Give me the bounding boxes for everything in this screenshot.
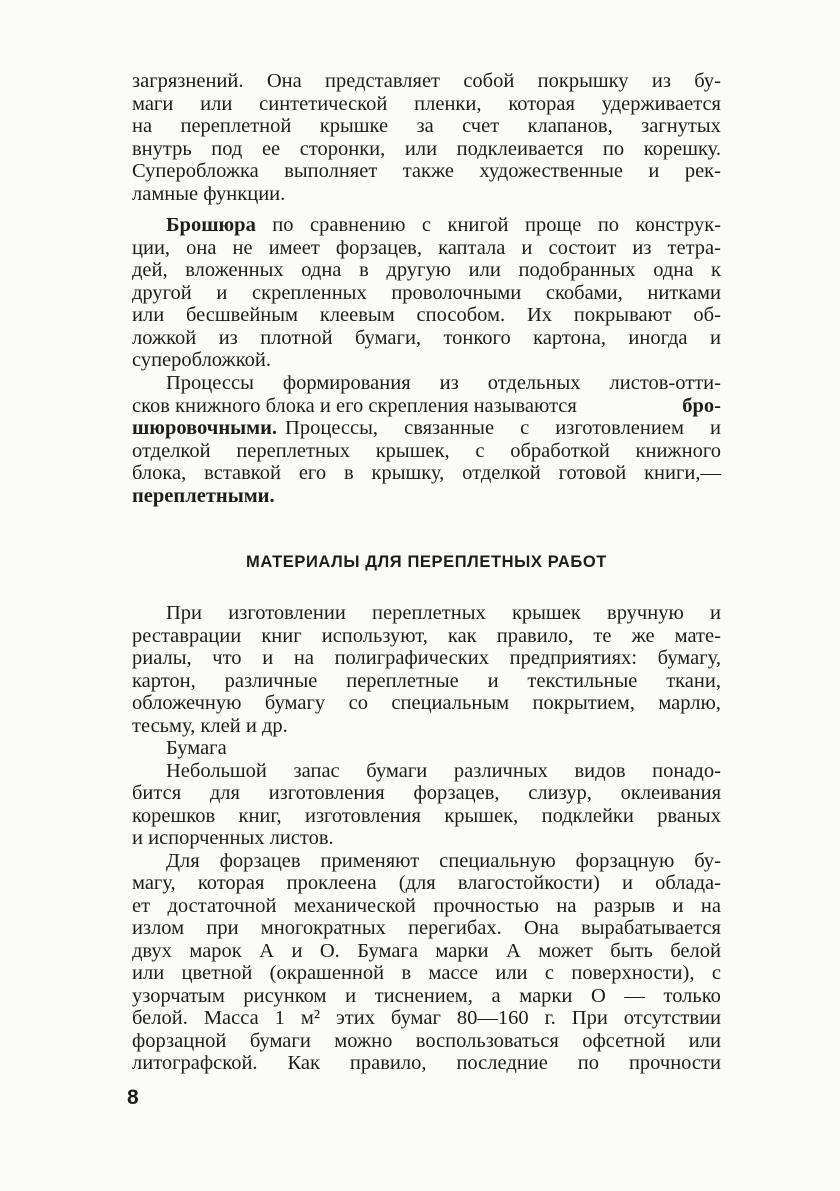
word: бумаги [366,759,428,782]
word: книжного [635,439,721,462]
word: запас [293,759,340,782]
word: изготовлении [228,602,346,624]
word: из [632,236,652,259]
word: же [631,624,655,647]
word: переплетной [180,115,292,137]
word: форзацной [132,1029,227,1052]
word: по [272,214,294,236]
word: книги,— [644,462,721,484]
word: книгой [447,214,509,236]
word: — [624,984,645,1007]
text-line [132,917,721,940]
text-line [132,760,721,783]
word: двух [132,939,172,962]
word: Как [287,1052,320,1074]
word: дей, [132,259,168,281]
word: специальную [439,849,556,872]
text-line: ламные функции. [132,182,286,205]
word: мате- [674,624,721,647]
text-line: тесьму, клей и др. [132,714,288,737]
word: марки [519,984,573,1007]
word: из [439,372,459,394]
word: бится [132,782,182,804]
section-heading: МАТЕРИАЛЫ ДЛЯ ПЕРЕПЛЕТНЫХ РАБОТ [246,553,607,571]
word: Брошюра [166,214,256,236]
text-line: и испорченных листов. [132,827,334,849]
text-line [132,138,721,161]
text-line [132,1007,721,1030]
word: правило, [496,624,574,647]
word: крышек, [375,439,450,462]
word: в [401,962,412,984]
word: тонкого [443,326,511,349]
word: синтетической [259,92,388,115]
word: марлю, [658,692,721,714]
word: массе [428,962,478,984]
word: счет [462,115,500,137]
word: можно [334,1029,393,1052]
word: каптала [438,236,506,259]
word: проклеена [286,872,377,894]
word: бу- [694,70,721,92]
word: подобранных [518,259,636,281]
word: марки [435,939,489,962]
word: белой [670,939,721,962]
word: О [590,984,606,1007]
word: выполняет [284,160,378,182]
word: книг, [238,804,282,827]
text-line [132,895,721,918]
word: одна [653,259,694,281]
word: или [495,962,528,984]
text-line [132,1052,721,1075]
word: обложечную [132,692,242,714]
word: цветной [181,962,253,984]
word: внутрь [132,137,192,160]
word: тетра- [667,236,721,259]
text-line [132,625,721,648]
word: с [544,962,554,984]
text-line [132,647,721,670]
word: и [621,872,633,894]
word: проще [525,214,582,236]
word: Суперобложка [132,160,259,182]
word: ткани, [666,669,721,692]
word: иногда [628,326,688,349]
word: этих [335,1007,375,1029]
word: вручную [607,602,684,624]
word: корешку. [643,137,721,160]
text-run: сков книжного блока и его скрепления называются [132,394,577,417]
word: и [487,669,499,692]
word: бесшвейным [186,304,299,326]
text-line [132,440,721,463]
text-line [132,282,721,305]
word: из [651,70,671,92]
word: бумаг [390,1007,441,1029]
word: и [648,160,660,182]
word: и [521,236,533,259]
word: в [343,462,354,484]
word: отделкой [132,439,211,462]
word: проволочными [391,281,522,304]
word: блока, [132,462,187,484]
word: способом. [416,304,506,326]
word: связанные [404,417,495,439]
word: Для [166,849,200,872]
word: книг [261,624,302,647]
word: бумагу, [657,647,721,669]
text-line [132,214,721,237]
word: клеевым [319,304,395,326]
text-line [132,115,721,138]
text-line [132,93,721,116]
word: готовой [558,462,627,484]
word: Масса [203,1007,259,1029]
text-line [132,805,721,828]
word: и [262,647,274,669]
word: Процессы [166,372,254,394]
word: предприятиях: [509,647,638,669]
word: при [206,917,239,939]
word: сторонки, [299,137,386,160]
text-line [132,985,721,1008]
page-number: 8 [127,1086,139,1109]
text-line [132,372,721,395]
word: Их [526,304,553,326]
word: или [404,137,438,160]
word: другой [132,281,192,304]
word: или [132,304,165,326]
word: различные [224,669,318,692]
word: с [475,439,485,462]
word: другую [386,259,452,281]
word: бумаги [249,1029,311,1052]
word: а [491,984,501,1007]
text-line [132,692,721,715]
word: м² [300,1007,320,1029]
text-line [132,462,721,485]
word: на [700,894,721,917]
word: 1 [274,1007,285,1029]
text-line [132,327,721,350]
word: или [688,1029,721,1052]
word: или [468,259,501,281]
word: А [505,939,521,962]
word: с [421,214,432,236]
word: обработкой [510,439,610,462]
word: загрязнений. [132,70,244,92]
word: картон, [132,669,196,692]
word: 80—160 [456,1007,529,1029]
word: крышку, [371,462,445,484]
word: крышек, [444,804,519,827]
word: форзацев [219,849,301,872]
text-line [132,962,721,985]
word: покрытием, [532,692,635,714]
word: переплетных [236,439,350,462]
word: скрепленных [252,281,367,304]
word: переплетные [346,669,459,692]
word: правило, [349,1052,427,1074]
word: разрыв [593,894,656,917]
paragraph-processes [132,372,721,507]
text-line [132,782,721,805]
word: ет [132,894,151,917]
word: и [291,939,303,962]
word: для [209,782,240,804]
word: излом [132,917,185,939]
word: крышке [319,115,389,137]
word: со [348,692,368,714]
word: как [447,624,477,647]
word: ложкой [132,326,197,349]
term-perepletnye: переплетными. [132,484,275,507]
text-line [132,395,721,418]
word: достаточной [167,894,277,917]
word: литографской. [132,1052,258,1074]
word: различных [453,759,548,782]
word: А [259,939,275,962]
word: риалы, [132,647,192,669]
word: его [298,462,327,484]
word: или [132,962,165,984]
word: ее [261,137,281,160]
word: с [520,417,530,439]
word: (для [398,872,436,894]
word: плотной [260,326,333,349]
word: оклеивания [620,782,721,804]
word: клапанов, [527,115,613,137]
word: в [359,259,369,281]
word: узорчатым [132,984,225,1007]
word: представляет [325,70,441,92]
word: текстильные [527,669,638,692]
word: и [345,984,357,1007]
word: на [293,647,314,669]
word: и [672,894,684,917]
word: вставкой [204,462,281,484]
word: применяют [320,849,420,872]
text-line [132,259,721,282]
word: маги [132,92,174,115]
word: рек- [684,160,721,182]
text-line [132,940,721,963]
word: вложенных [185,259,284,281]
paragraph-materials [132,602,721,1075]
word: При [166,602,203,624]
word: и [710,602,721,624]
word: отделкой [462,462,541,484]
text-line [132,1030,721,1053]
word: тиснением, [374,984,473,1007]
word: подклейки [541,804,634,827]
word: бумагу [264,692,326,714]
word: формирования [282,372,411,394]
text-line [132,485,721,508]
word: художественные [479,160,624,182]
word: бу- [694,849,721,872]
word: последние [456,1052,548,1074]
text-line [132,237,721,260]
word: подклеивается [456,137,584,160]
word: сравнению [310,214,406,236]
word: Она [524,917,559,939]
text-line [132,850,721,873]
word: или [200,92,233,115]
word: и [709,326,721,349]
paragraph-broshura [132,214,721,372]
word: поверхности), [571,962,695,984]
word: слизур, [528,782,592,804]
word: прочности [628,1052,721,1074]
word: она [186,236,217,259]
word: крышек [511,602,581,624]
word: многократных [260,917,386,939]
word: (окрашенной [269,962,385,984]
word: об- [693,304,721,326]
word: также [402,160,454,182]
word: понадо- [652,759,721,782]
word: нитками [647,281,721,304]
word: по [602,137,625,160]
word: переплетных [372,602,486,624]
text-line [132,670,721,693]
word: с [711,962,721,984]
word: изготовлением [555,417,684,439]
word: загнутых [641,115,721,137]
word: используют, [321,624,428,647]
word: покрышку [537,70,629,92]
term-broshyurovochnye: шюровочными. [132,417,278,439]
word: механической [293,894,416,917]
word: собой [463,70,515,92]
text-line [132,304,721,327]
word: за [416,115,434,137]
text-line [132,70,721,93]
text-line [132,602,721,625]
word: полиграфических [334,647,489,669]
word: по [577,1052,599,1074]
word: конструк- [635,214,721,236]
word: покрывают [573,304,672,326]
word: которая [508,92,575,115]
word: состоит [548,236,617,259]
word: не [232,236,253,259]
word: Процессы, [285,417,379,439]
word: и [216,281,228,304]
word: О. [319,939,340,962]
word: При [571,1007,608,1029]
word: влагостойкости) [457,872,600,894]
word: вырабатывается [581,917,721,939]
word: отсутствии [623,1007,721,1029]
word: ции, [132,236,171,259]
word: изготовления [268,782,385,804]
word: изготовления [304,804,421,827]
subheading-bumaga: Бумага [166,737,227,759]
word: рисунком [243,984,327,1007]
word: рваных [657,804,721,827]
word: перегибах. [408,917,502,939]
word: на [132,115,153,137]
word: скобами, [545,281,623,304]
word: под [211,137,243,160]
word: прочностью [433,894,539,917]
word: офсетной [582,1029,666,1052]
text-line: суперобложкой. [132,349,271,371]
word: белой. [132,1007,188,1029]
word: имеет [268,236,320,259]
word: удерживается [601,92,721,115]
word: которая [197,872,265,894]
word: и [709,417,721,439]
word: марок [189,939,242,962]
word: реставрации [132,624,242,647]
word: Небольшой [166,759,267,782]
word: отдельных [487,372,581,394]
word: специальным [391,692,510,714]
word: быть [610,939,653,962]
word: картона, [533,326,606,349]
word: что [212,647,242,669]
word: по [597,214,620,236]
word: может [538,939,593,962]
word: форзацную [575,849,675,872]
word: форзацев, [413,782,500,804]
word: пленки, [414,92,482,115]
word: на [556,894,577,917]
text-line [132,160,721,183]
text-line [132,417,721,440]
word: г. [544,1007,556,1029]
word: к [711,259,721,281]
word: Она [266,70,302,92]
paragraph-superobloshka [132,70,721,205]
text-run [285,417,721,440]
word: Бумага [357,939,418,962]
term-broshyurovochnye: бро- [682,394,721,417]
word: одна [301,259,342,281]
word: из [218,326,238,349]
word: корешков [132,804,216,827]
text-line [132,872,721,895]
word: облада- [655,872,721,894]
word: листов-отти- [609,372,721,394]
word: магу, [132,872,176,894]
word: те [593,624,612,647]
word: воспользоваться [415,1029,559,1052]
word: бумаги, [354,326,422,349]
word: форзацев, [335,236,422,259]
word: только [663,984,721,1007]
word: видов [574,759,626,782]
